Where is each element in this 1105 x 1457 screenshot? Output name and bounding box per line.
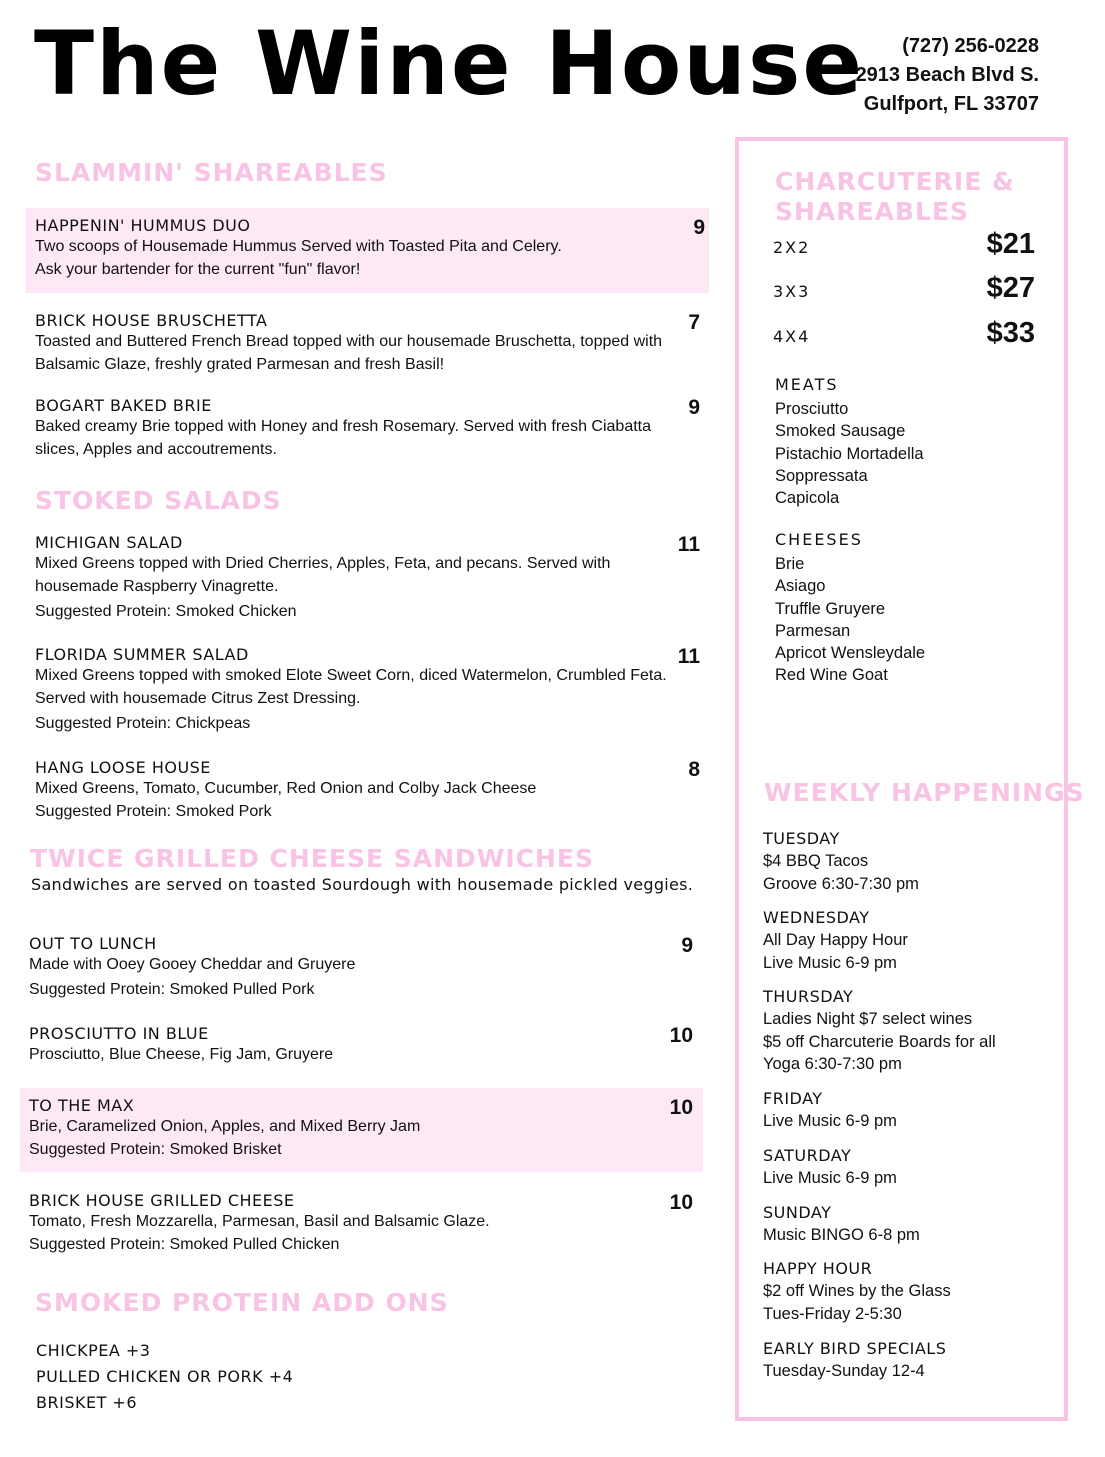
city-address: Gulfport, FL 33707 [863, 93, 1039, 115]
event-line: Live Music 6-9 pm [763, 1112, 897, 1130]
event-line: Ladies Night $7 select wines [763, 1010, 973, 1028]
item-description: slices, Apples and accoutrements. [35, 441, 277, 458]
event-day: THURSDAY [763, 987, 854, 1006]
event-line: $4 BBQ Tacos [763, 852, 869, 870]
item-description: housemade Raspberry Vinagrette. [35, 578, 279, 595]
event-day: TUESDAY [763, 829, 840, 848]
menu-item [29, 934, 693, 1001]
item-name: OUT TO LUNCH [29, 934, 157, 953]
event-block [763, 908, 908, 974]
addon-item: PULLED CHICKEN OR PORK +4 [36, 1367, 294, 1386]
menu-item [29, 1096, 693, 1161]
meats-list [775, 398, 924, 509]
event-block [763, 1203, 920, 1247]
item-description: Mixed Greens topped with smoked Elote Sweet Corn, diced Watermelon, Crumbled Feta. [35, 667, 667, 684]
event-line: All Day Happy Hour [763, 931, 908, 949]
section-heading-charcuterie [775, 167, 1015, 227]
section-heading-shareables: SLAMMIN' SHAREABLES [35, 158, 388, 187]
event-line: Yoga 6:30-7:30 pm [763, 1055, 902, 1073]
item-description: Mixed Greens, Tomato, Cucumber, Red Onion and Colby Jack Cheese [35, 780, 537, 797]
street-address: 2913 Beach Blvd S. [855, 64, 1039, 86]
heading-line: SHAREABLES [775, 197, 970, 226]
section-heading-addons: SMOKED PROTEIN ADD ONS [35, 1288, 449, 1317]
meat-item: Prosciutto [775, 400, 849, 418]
item-description: Mixed Greens topped with Dried Cherries, Apples, Feta, and pecans. Served with [35, 555, 611, 572]
addon-item: BRISKET +6 [36, 1393, 138, 1412]
event-day: SUNDAY [763, 1203, 832, 1222]
menu-item [29, 1024, 693, 1066]
event-line: Live Music 6-9 pm [763, 953, 897, 972]
item-name: MICHIGAN SALAD [35, 533, 183, 552]
item-price: 11 [677, 533, 700, 556]
cheese-item: Parmesan [775, 621, 851, 640]
item-price: 8 [688, 758, 700, 781]
contact-block [856, 32, 1039, 119]
item-description: Brie, Caramelized Onion, Apples, and Mixed Berry Jam [29, 1118, 421, 1135]
item-price: 9 [681, 934, 693, 957]
item-price: 10 [669, 1024, 693, 1047]
event-day: SATURDAY [763, 1146, 852, 1165]
board-size-price: $33 [986, 317, 1035, 349]
item-description: Prosciutto, Blue Cheese, Fig Jam, Gruyere [29, 1046, 334, 1063]
event-line: Live Music 6-9 pm [763, 1169, 897, 1187]
item-name: HAPPENIN' HUMMUS DUO [35, 216, 251, 235]
menu-item [35, 311, 700, 376]
event-block [763, 1339, 946, 1383]
item-description: Toasted and Buttered French Bread topped with our housemade Bruschetta, topped with [35, 333, 663, 350]
event-block [763, 1146, 897, 1190]
event-line: $5 off Charcuterie Boards for all [763, 1032, 996, 1051]
menu-item [35, 645, 700, 735]
cheese-item: Red Wine Goat [775, 666, 888, 685]
suggested-protein: Suggested Protein: Smoked Pork [35, 803, 272, 820]
item-name: PROSCIUTTO IN BLUE [29, 1024, 209, 1043]
meat-item: Smoked Sausage [775, 422, 906, 441]
heading-line: CHARCUTERIE & [775, 167, 1015, 196]
board-size-row [773, 317, 1035, 357]
item-description: Baked creamy Brie topped with Honey and fresh Rosemary. Served with fresh Ciabatta [35, 418, 651, 435]
item-name: TO THE MAX [29, 1096, 135, 1115]
cheeses-heading: CHEESES [775, 530, 863, 549]
cheese-item: Apricot Wensleydale [775, 644, 926, 663]
suggested-protein: Suggested Protein: Smoked Pulled Pork [29, 981, 315, 998]
event-line: Music BINGO 6-8 pm [763, 1226, 920, 1244]
event-line: Tues-Friday 2-5:30 [763, 1304, 902, 1323]
meat-item: Pistachio Mortadella [775, 444, 924, 463]
item-name: HANG LOOSE HOUSE [35, 758, 211, 777]
menu-item [35, 533, 700, 623]
item-name: BOGART BAKED BRIE [35, 396, 212, 415]
event-line: $2 off Wines by the Glass [763, 1282, 951, 1300]
section-heading-sandwiches: TWICE GRILLED CHEESE SANDWICHES [30, 844, 594, 873]
menu-item [35, 396, 700, 461]
meat-item: Capicola [775, 489, 840, 508]
item-description: Served with housemade Citrus Zest Dressing. [35, 690, 361, 707]
board-size-row [773, 228, 1035, 268]
item-description: Made with Ooey Gooey Cheddar and Gruyere [29, 956, 356, 973]
restaurant-title: The Wine House [34, 12, 865, 115]
event-line: Tuesday-Sunday 12-4 [763, 1362, 925, 1380]
board-size-label: 2X2 [773, 238, 811, 257]
menu-item [29, 1191, 693, 1256]
item-price: 7 [688, 311, 700, 334]
event-day: WEDNESDAY [763, 908, 870, 927]
sandwich-note: Sandwiches are served on toasted Sourdough with housemade pickled veggies. [31, 875, 694, 894]
board-size-price: $21 [986, 228, 1035, 260]
item-name: FLORIDA SUMMER SALAD [35, 645, 249, 664]
item-price: 11 [677, 645, 700, 668]
section-heading-weekly: WEEKLY HAPPENINGS [764, 778, 1085, 807]
phone-number: (727) 256-0228 [902, 35, 1039, 57]
event-block [763, 1259, 951, 1325]
item-description: Ask your bartender for the current "fun" flavor! [35, 261, 361, 278]
item-price: 9 [688, 396, 700, 419]
board-size-row [773, 272, 1035, 312]
cheese-item: Asiago [775, 577, 826, 596]
cheese-item: Truffle Gruyere [775, 599, 886, 618]
menu-item [35, 758, 700, 823]
event-day: HAPPY HOUR [763, 1259, 873, 1278]
item-description: Two scoops of Housemade Hummus Served with Toasted Pita and Celery. [35, 238, 562, 255]
suggested-protein: Suggested Protein: Smoked Pulled Chicken [29, 1236, 340, 1253]
suggested-protein: Suggested Protein: Smoked Chicken [35, 603, 297, 620]
board-size-label: 3X3 [773, 282, 811, 301]
addon-item: CHICKPEA +3 [36, 1341, 151, 1360]
board-size-label: 4X4 [773, 327, 811, 346]
item-description: Tomato, Fresh Mozzarella, Parmesan, Basil and Balsamic Glaze. [29, 1213, 490, 1230]
event-block [763, 829, 919, 895]
item-description: Balsamic Glaze, freshly grated Parmesan and fresh Basil! [35, 356, 445, 373]
suggested-protein: Suggested Protein: Smoked Brisket [29, 1141, 282, 1158]
cheese-item: Brie [775, 555, 805, 573]
item-price: 9 [693, 216, 705, 239]
item-name: BRICK HOUSE BRUSCHETTA [35, 311, 268, 330]
section-heading-salads: STOKED SALADS [35, 486, 282, 515]
item-price: 10 [669, 1096, 693, 1119]
item-name: BRICK HOUSE GRILLED CHEESE [29, 1191, 295, 1210]
suggested-protein: Suggested Protein: Chickpeas [35, 715, 251, 732]
board-size-price: $27 [986, 272, 1035, 304]
cheeses-list [775, 553, 925, 687]
addon-list [36, 1338, 293, 1416]
menu-item [35, 216, 705, 281]
event-day: EARLY BIRD SPECIALS [763, 1339, 947, 1358]
event-line: Groove 6:30-7:30 pm [763, 874, 919, 893]
meats-heading: MEATS [775, 375, 839, 394]
meat-item: Soppressata [775, 466, 868, 485]
event-day: FRIDAY [763, 1089, 823, 1108]
item-price: 10 [669, 1191, 693, 1214]
event-block [763, 987, 996, 1076]
event-block [763, 1089, 897, 1133]
